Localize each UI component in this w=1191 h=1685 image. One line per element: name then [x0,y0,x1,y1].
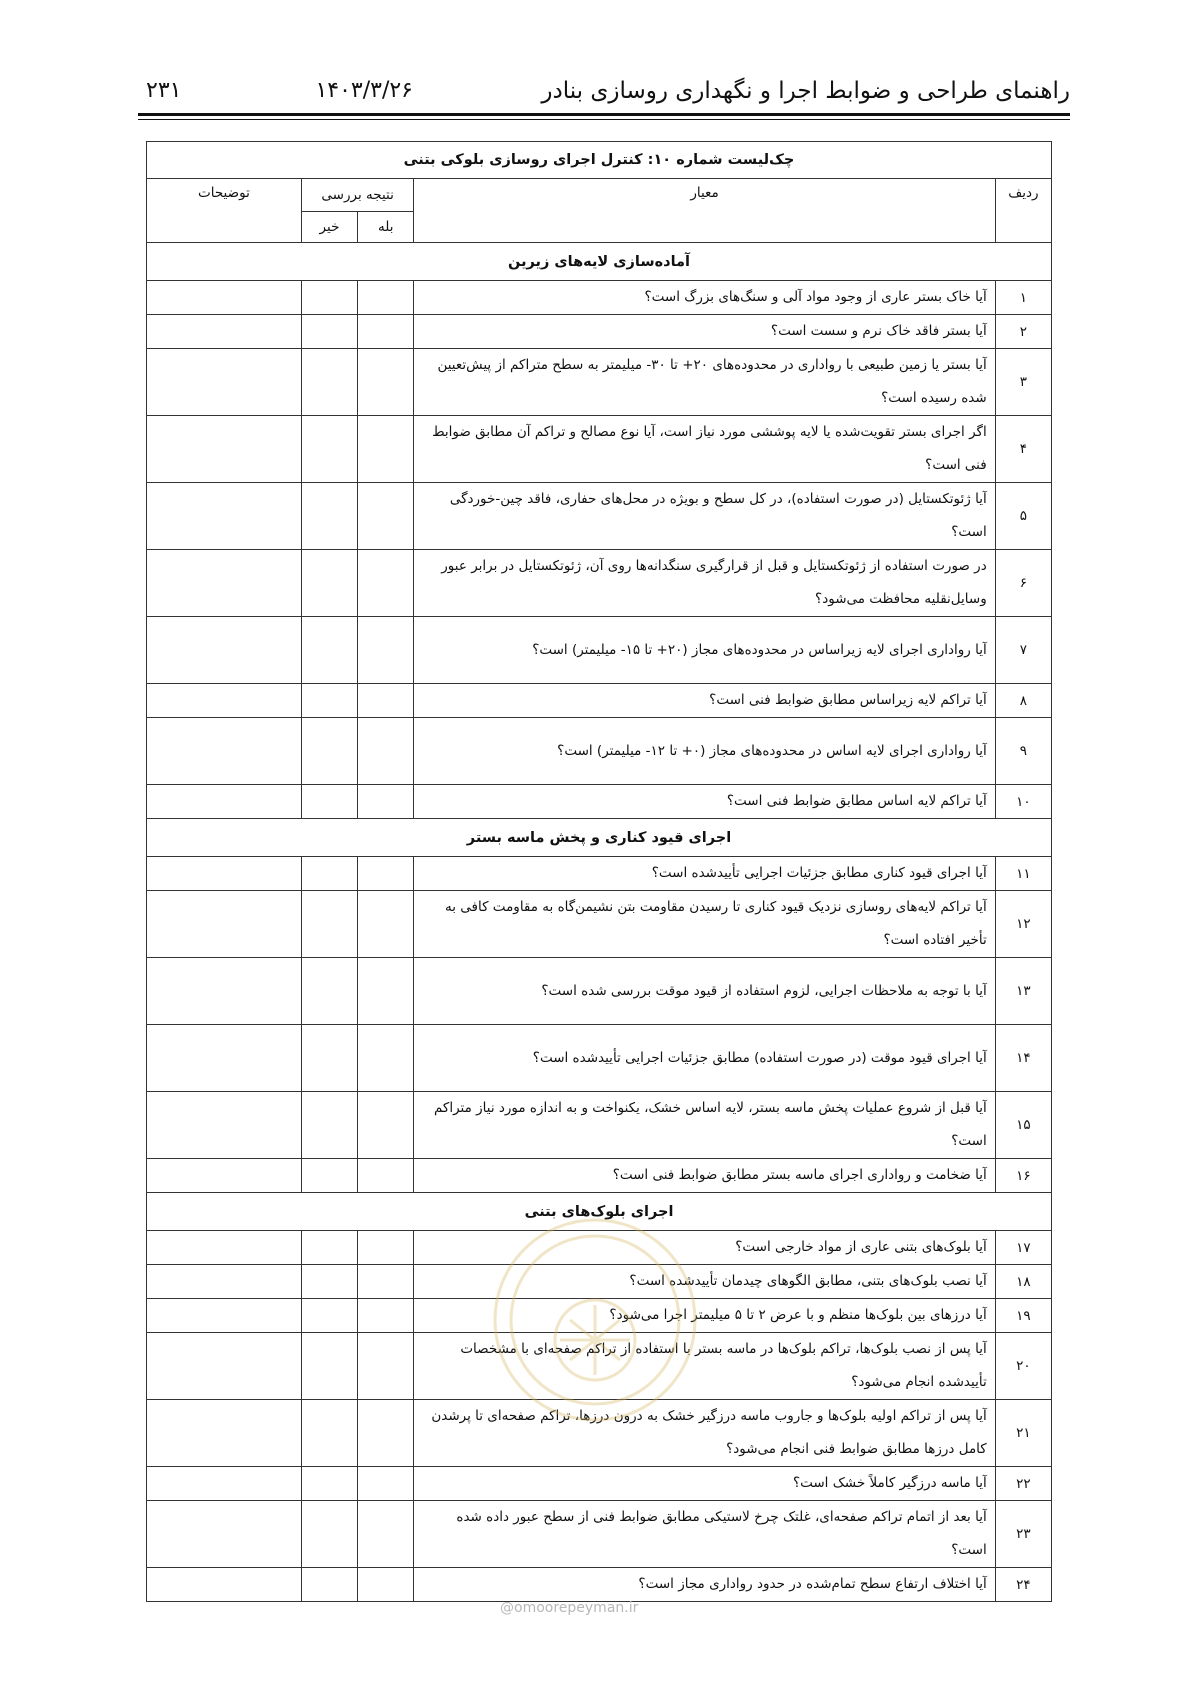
table-row [147,684,1052,718]
section-title: اجرای بلوک‌های بتنی [147,1193,1052,1231]
criterion-text: آیا اختلاف ارتفاع سطح تمام‌شده در حدود رواداری مجاز است؟ [414,1568,995,1602]
notes-cell[interactable] [147,550,302,617]
column-header-meyar: معیار [414,179,995,243]
page-header [138,72,1070,128]
criterion-text: آیا تراکم لایه زیراساس مطابق ضوابط فنی است؟ [414,684,995,718]
row-number: ۱۵ [995,1092,1051,1159]
criterion-text: آیا نصب بلوک‌های بتنی، مطابق الگوهای چیدمان تأییدشده است؟ [414,1265,995,1299]
notes-cell[interactable] [147,684,302,718]
result-no-cell[interactable] [301,281,357,315]
row-number: ۴ [995,416,1051,483]
section-title: اجرای قیود کناری و پخش ماسه بستر [147,819,1052,857]
notes-cell[interactable] [147,857,302,891]
result-no-cell[interactable] [301,891,357,958]
notes-cell[interactable] [147,617,302,684]
notes-cell[interactable] [147,281,302,315]
table-row [147,1265,1052,1299]
section-title: آماده‌سازی لایه‌های زیرین [147,243,1052,281]
table-row [147,550,1052,617]
section-row [147,819,1052,857]
notes-cell[interactable] [147,349,302,416]
header-date: ۱۴۰۳/۳/۲۶ [315,78,413,103]
table-row [147,857,1052,891]
criterion-text: آیا خاک بستر عاری از وجود مواد آلی و سنگ‌های بزرگ است؟ [414,281,995,315]
notes-cell[interactable] [147,1400,302,1467]
table-row [147,1568,1052,1602]
watermark-website: @omoorepeyman.ir [500,1600,639,1616]
result-yes-cell[interactable] [358,483,414,550]
row-number: ۱۲ [995,891,1051,958]
criterion-text: آیا با توجه به ملاحظات اجرایی، لزوم استفاده از قیود موقت بررسی شده است؟ [414,958,995,1025]
row-number: ۱۶ [995,1159,1051,1193]
result-yes-cell[interactable] [358,718,414,785]
result-no-cell[interactable] [301,1467,357,1501]
criterion-text: آیا بعد از اتمام تراکم صفحه‌ای، غلتک چرخ لاستیکی مطابق ضوابط فنی از سطح عبور داده شده است؟ [414,1501,995,1568]
table-row [147,1159,1052,1193]
result-no-cell[interactable] [301,1092,357,1159]
column-header-result: نتیجه بررسی [301,179,414,212]
result-no-cell[interactable] [301,1568,357,1602]
result-yes-cell[interactable] [358,958,414,1025]
result-yes-cell[interactable] [358,1025,414,1092]
criterion-text: آیا درزهای بین بلوک‌ها منظم و با عرض ۲ تا ۵ میلیمتر اجرا می‌شود؟ [414,1299,995,1333]
result-no-cell[interactable] [301,1299,357,1333]
row-number: ۳ [995,349,1051,416]
result-no-cell[interactable] [301,1231,357,1265]
result-yes-cell[interactable] [358,617,414,684]
criterion-text: آیا تراکم لایه‌های روسازی نزدیک قیود کناری تا رسیدن مقاومت بتن نشیمن‌گاه به مقاومت کافی به تأخیر افتاده است؟ [414,891,995,958]
result-yes-cell[interactable] [358,1501,414,1568]
result-yes-cell[interactable] [358,785,414,819]
table-row [147,1299,1052,1333]
criterion-text: آیا بستر فاقد خاک نرم و سست است؟ [414,315,995,349]
result-no-cell[interactable] [301,416,357,483]
result-no-cell[interactable] [301,315,357,349]
result-no-cell[interactable] [301,1025,357,1092]
table-row [147,1231,1052,1265]
result-yes-cell[interactable] [358,315,414,349]
result-no-cell[interactable] [301,684,357,718]
result-yes-cell[interactable] [358,1568,414,1602]
criterion-text: آیا پس از نصب بلوک‌ها، تراکم بلوک‌ها در ماسه بستر با استفاده از تراکم صفحه‌ای با مشخصات تأییدشده انجام می‌شود؟ [414,1333,995,1400]
row-number: ۱۸ [995,1265,1051,1299]
result-no-cell[interactable] [301,958,357,1025]
result-yes-cell[interactable] [358,1333,414,1400]
table-title-row [147,142,1052,179]
row-number: ۲۳ [995,1501,1051,1568]
result-yes-cell[interactable] [358,281,414,315]
criterion-text: در صورت استفاده از ژئوتکستایل و قبل از قرارگیری سنگدانه‌ها روی آن، ژئوتکستایل در برابر عبور وسایل‌نقلیه محافظت می‌شود؟ [414,550,995,617]
section-row [147,243,1052,281]
criterion-text: آیا رواداری اجرای لایه زیراساس در محدوده‌های مجاز (۲۰+ تا ۱۵- میلیمتر) است؟ [414,617,995,684]
row-number: ۸ [995,684,1051,718]
notes-cell[interactable] [147,1299,302,1333]
table-row [147,891,1052,958]
row-number: ۱۰ [995,785,1051,819]
table-row [147,617,1052,684]
row-number: ۷ [995,617,1051,684]
result-no-cell[interactable] [301,349,357,416]
notes-cell[interactable] [147,1231,302,1265]
notes-cell[interactable] [147,416,302,483]
result-yes-cell[interactable] [358,349,414,416]
notes-cell[interactable] [147,1333,302,1400]
table-row [147,315,1052,349]
result-yes-cell[interactable] [358,416,414,483]
result-no-cell[interactable] [301,617,357,684]
criterion-text: آیا ژئوتکستایل (در صورت استفاده)، در کل سطح و بویژه در محل‌های حفاری، فاقد چین-خوردگی است؟ [414,483,995,550]
notes-cell[interactable] [147,891,302,958]
row-number: ۲۱ [995,1400,1051,1467]
result-yes-cell[interactable] [358,1299,414,1333]
criterion-text: آیا بلوک‌های بتنی عاری از مواد خارجی است؟ [414,1231,995,1265]
notes-cell[interactable] [147,1092,302,1159]
result-yes-cell[interactable] [358,684,414,718]
criterion-text: آیا ماسه درزگیر کاملاً خشک است؟ [414,1467,995,1501]
notes-cell[interactable] [147,315,302,349]
table-header-row [147,179,1052,212]
result-no-cell[interactable] [301,1501,357,1568]
criterion-text: اگر اجرای بستر تقویت‌شده یا لایه پوششی مورد نیاز است، آیا نوع مصالح و تراکم آن مطابق ضوابط فنی است؟ [414,416,995,483]
criterion-text: آیا اجرای قیود کناری مطابق جزئیات اجرایی تأییدشده است؟ [414,857,995,891]
criterion-text: آیا اجرای قیود موقت (در صورت استفاده) مطابق جزئیات اجرایی تأییدشده است؟ [414,1025,995,1092]
result-no-cell[interactable] [301,718,357,785]
criterion-text: آیا بستر یا زمین طبیعی با رواداری در محدوده‌های ۲۰+ تا ۳۰- میلیمتر به سطح متراکم از پیش‌تعیین شده رسیده است؟ [414,349,995,416]
result-no-cell[interactable] [301,785,357,819]
result-no-cell[interactable] [301,1333,357,1400]
checklist-table [146,141,1052,1602]
row-number: ۱۹ [995,1299,1051,1333]
criterion-text: آیا پس از تراکم اولیه بلوک‌ها و جاروب ماسه درزگیر خشک به درون درزها، تراکم صفحه‌ای تا پرشدن کامل درزها مطابق ضوابط فنی انجام می‌شود؟ [414,1400,995,1467]
criterion-text: آیا رواداری اجرای لایه اساس در محدوده‌های مجاز (۰+ تا ۱۲- میلیمتر) است؟ [414,718,995,785]
table-row [147,1467,1052,1501]
result-yes-cell[interactable] [358,1159,414,1193]
row-number: ۱۱ [995,857,1051,891]
row-number: ۲۴ [995,1568,1051,1602]
notes-cell[interactable] [147,1501,302,1568]
document-title: راهنمای طراحی و ضوابط اجرا و نگهداری روسازی بنادر [541,78,1070,104]
table-row [147,1092,1052,1159]
row-number: ۱ [995,281,1051,315]
row-number: ۲ [995,315,1051,349]
notes-cell[interactable] [147,1467,302,1501]
result-yes-cell[interactable] [358,891,414,958]
result-no-cell[interactable] [301,1159,357,1193]
row-number: ۵ [995,483,1051,550]
criterion-text: آیا تراکم لایه اساس مطابق ضوابط فنی است؟ [414,785,995,819]
table-row [147,1333,1052,1400]
notes-cell[interactable] [147,785,302,819]
notes-cell[interactable] [147,483,302,550]
row-number: ۹ [995,718,1051,785]
table-row [147,483,1052,550]
notes-cell[interactable] [147,718,302,785]
section-row [147,1193,1052,1231]
table-row [147,416,1052,483]
row-number: ۶ [995,550,1051,617]
row-number: ۱۷ [995,1231,1051,1265]
table-row [147,1400,1052,1467]
table-row [147,1025,1052,1092]
notes-cell[interactable] [147,1265,302,1299]
result-yes-cell[interactable] [358,857,414,891]
table-row [147,349,1052,416]
result-yes-cell[interactable] [358,1092,414,1159]
column-header-no: خیر [301,212,357,243]
result-no-cell[interactable] [301,550,357,617]
row-number: ۱۴ [995,1025,1051,1092]
table-row [147,958,1052,1025]
page-number: ۲۳۱ [146,78,182,103]
result-yes-cell[interactable] [358,550,414,617]
criterion-text: آیا قبل از شروع عملیات پخش ماسه بستر، لایه اساس خشک، یکنواخت و به اندازه مورد نیاز متراکم است؟ [414,1092,995,1159]
column-header-notes: توضیحات [147,179,302,243]
result-no-cell[interactable] [301,857,357,891]
result-yes-cell[interactable] [358,1231,414,1265]
criterion-text: آیا ضخامت و رواداری اجرای ماسه بستر مطابق ضوابط فنی است؟ [414,1159,995,1193]
result-yes-cell[interactable] [358,1265,414,1299]
result-no-cell[interactable] [301,1265,357,1299]
table-row [147,1501,1052,1568]
notes-cell[interactable] [147,1159,302,1193]
column-header-yes: بله [358,212,414,243]
table-title: چک‌لیست شماره ۱۰: کنترل اجرای روسازی بلوکی بتنی [147,142,1052,179]
notes-cell[interactable] [147,1025,302,1092]
result-no-cell[interactable] [301,483,357,550]
notes-cell[interactable] [147,958,302,1025]
result-yes-cell[interactable] [358,1467,414,1501]
result-no-cell[interactable] [301,1400,357,1467]
row-number: ۲۲ [995,1467,1051,1501]
row-number: ۱۳ [995,958,1051,1025]
header-rule-thick [138,113,1070,116]
column-header-radif: ردیف [995,179,1051,243]
table-row [147,718,1052,785]
notes-cell[interactable] [147,1568,302,1602]
table-row [147,785,1052,819]
table-row [147,281,1052,315]
result-yes-cell[interactable] [358,1400,414,1467]
header-rule-thin [138,119,1070,120]
row-number: ۲۰ [995,1333,1051,1400]
